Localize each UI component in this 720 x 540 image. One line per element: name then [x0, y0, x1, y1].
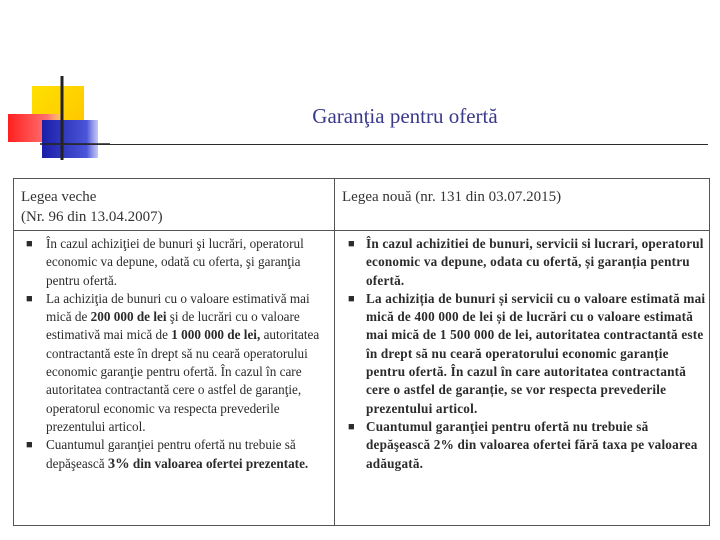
old-law-list: [14, 235, 330, 473]
list-item: ■ La achiziţia de bunuri cu o valoare estimativă mai mică de 200 000 de lei şi de lucrări cu o valoare estimativă mai mică de 1 000 000 de lei, autoritatea contractantă este în drept să nu ceară operatorului economic garanţie pentru ofertă. În cazul în care autoritatea contractantă cere o astfel de garanţie, operatorul economic va respecta prevederile prezentului articol.: [26, 290, 320, 434]
slide-title: Garanţia pentru ofertă: [312, 104, 498, 128]
left-header-line2: (Nr. 96 din 13.04.2007): [21, 209, 163, 225]
square-bullet-icon: ■: [348, 420, 355, 433]
strong-amount: 200 000 de lei: [90, 309, 167, 325]
header-divider: [14, 230, 709, 231]
right-column-header: Legea nouă (nr. 131 din 03.07.2015): [342, 189, 562, 205]
list-item: ■ În cazul achizitiei de bunuri, servicii si lucrari, operatorul economic va depune, odata cu ofertă, și garanția pentru ofertă.: [348, 236, 704, 288]
list-item: ■ Cuantumul garanţiei pentru ofertă nu trebuie să depăşească 3% din valoarea ofertei prezentate.: [26, 437, 309, 472]
square-bullet-icon: ■: [26, 292, 33, 305]
title-underline: [48, 144, 708, 145]
list-item: ■ Cuantumul garanţiei pentru ofertă nu trebuie să depăşească 2% din valoarea ofertei fără taxa pe valoarea adăugată.: [348, 418, 698, 471]
square-bullet-icon: ■: [348, 238, 355, 250]
left-header-line1: Legea veche: [21, 189, 97, 205]
comparison-table: [13, 178, 710, 526]
square-bullet-icon: ■: [348, 292, 355, 305]
deco-blue-square: [42, 120, 98, 158]
list-item: ■ În cazul achiziţiei de bunuri şi lucrări, operatorul economic va depune, odată cu oferta, şi garanţia pentru ofertă.: [26, 236, 304, 288]
left-column-header: [21, 187, 321, 227]
column-divider: [334, 179, 335, 525]
square-bullet-icon: ■: [26, 238, 33, 250]
square-bullet-icon: ■: [26, 439, 33, 452]
list-item: ■ La achiziția de bunuri și servicii cu o valoare estimată mai mică de 400 000 de lei și de lucrări cu o valoare estimată mai mică de 1 500 000 de lei, autoritatea contractantă este în drept să nu ceară operatorului economic garanție pentru ofertă. În cazul în care autoritatea contractantă cere o astfel de garanție, se vor respecta prevederile prezentului articol.: [348, 290, 706, 416]
strong-amount: 1 000 000 de lei,: [171, 327, 261, 343]
strong-percent: 3%: [107, 455, 130, 472]
new-law-list: [336, 235, 708, 473]
